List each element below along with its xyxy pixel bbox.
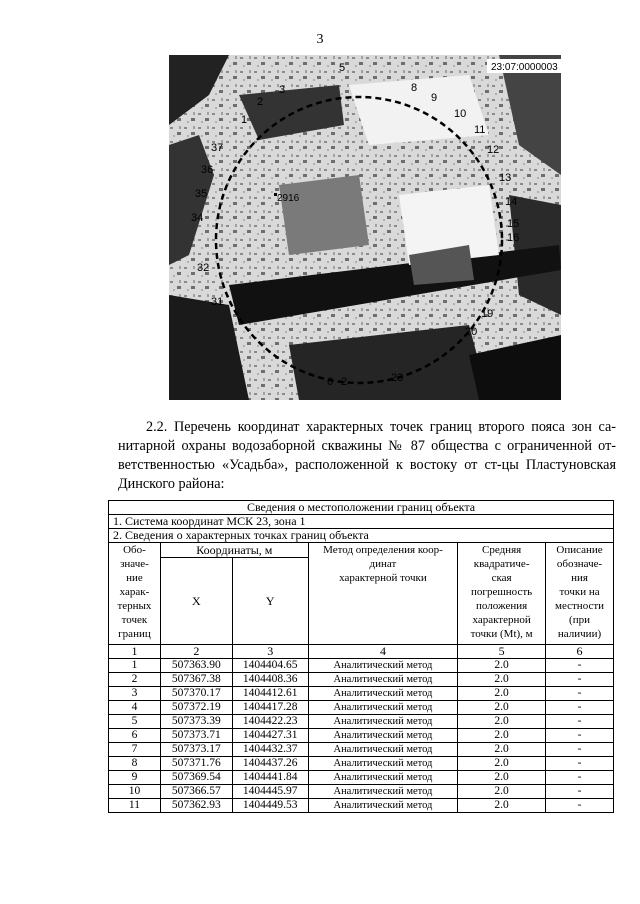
y-value: 1404412.61 (232, 687, 308, 701)
header-error: Средняя квадратиче- ская погрешность положения характерной точки (Mt), м (458, 543, 546, 645)
method-value: Аналитический метод (308, 757, 458, 771)
x-value: 507371.76 (160, 757, 232, 771)
method-value: Аналитический метод (308, 771, 458, 785)
error-value: 2.0 (458, 673, 546, 687)
y-value: 1404449.53 (232, 799, 308, 813)
point-label: 36 (201, 164, 214, 176)
point-number: 9 (109, 771, 161, 785)
method-value: Аналитический метод (308, 785, 458, 799)
error-value: 2.0 (458, 659, 546, 673)
error-value: 2.0 (458, 743, 546, 757)
description-value: - (546, 673, 614, 687)
point-label: 35 (195, 188, 208, 200)
y-value: 1404404.65 (232, 659, 308, 673)
paragraph-line: 2.2. Перечень координат характерных точек границ второго пояса зон са- (146, 419, 616, 435)
error-value: 2.0 (458, 701, 546, 715)
table-body (109, 659, 614, 813)
header-coordinates: Координаты, м (160, 543, 308, 558)
x-value: 507373.17 (160, 743, 232, 757)
point-label: 23 (391, 372, 404, 384)
point-label: 31 (211, 296, 224, 308)
x-value: 507362.93 (160, 799, 232, 813)
description-value: - (546, 715, 614, 729)
point-number: 5 (109, 715, 161, 729)
method-value: Аналитический метод (308, 673, 458, 687)
table-row (109, 715, 614, 729)
header-y: Y (232, 558, 308, 645)
error-value: 2.0 (458, 771, 546, 785)
method-value: Аналитический метод (308, 701, 458, 715)
column-number: 4 (308, 645, 458, 659)
point-number: 2 (109, 673, 161, 687)
point-label: 13 (499, 172, 512, 184)
y-value: 1404441.84 (232, 771, 308, 785)
description-value: - (546, 687, 614, 701)
table-row (109, 799, 614, 813)
aerial-map-image (169, 55, 561, 400)
paragraph-line: Динского района: (118, 476, 225, 492)
point-label: 19 (481, 308, 494, 320)
method-value: Аналитический метод (308, 659, 458, 673)
point-number: 3 (109, 687, 161, 701)
table-row (109, 673, 614, 687)
table-row (109, 757, 614, 771)
point-number: 8 (109, 757, 161, 771)
point-label: 20 (465, 326, 478, 338)
method-value: Аналитический метод (308, 799, 458, 813)
x-value: 507370.17 (160, 687, 232, 701)
header-description: Описание обозначе- ния точки на местности (при наличии) (546, 543, 614, 645)
header-x: X (160, 558, 232, 645)
well-label: 2916 (277, 193, 300, 204)
point-label: 12 (487, 144, 500, 156)
point-label: 14 (505, 196, 518, 208)
point-label: 34 (191, 212, 204, 224)
x-value: 507372.19 (160, 701, 232, 715)
table-banner: Сведения о местоположении границ объекта (109, 501, 614, 515)
point-number: 4 (109, 701, 161, 715)
description-value: - (546, 757, 614, 771)
table-row (109, 659, 614, 673)
description-value: - (546, 785, 614, 799)
description-value: - (546, 799, 614, 813)
y-value: 1404427.31 (232, 729, 308, 743)
column-number: 6 (546, 645, 614, 659)
x-value: 507369.54 (160, 771, 232, 785)
point-number: 7 (109, 743, 161, 757)
x-value: 507366.57 (160, 785, 232, 799)
point-label: 15 (507, 218, 520, 230)
header-designation: Обо- значе- ние харак- терных точек границ (109, 543, 161, 645)
coordinates-table (108, 500, 614, 813)
description-value: - (546, 701, 614, 715)
point-label: 8 (411, 82, 418, 94)
point-label: 10 (454, 108, 467, 120)
cadastral-stamp: 23:07:0000003 (491, 62, 558, 73)
point-label: 6 (327, 376, 334, 388)
point-label: 5 (339, 62, 346, 74)
method-value: Аналитический метод (308, 687, 458, 701)
point-label: 2 (257, 96, 264, 108)
header-method: Метод определения коор- динат характерной точки (308, 543, 458, 645)
point-label: 3 (279, 84, 286, 96)
error-value: 2.0 (458, 715, 546, 729)
description-value: - (546, 771, 614, 785)
method-value: Аналитический метод (308, 729, 458, 743)
table-row (109, 687, 614, 701)
coordinate-system-row: 1. Система координат МСК 23, зона 1 (109, 515, 614, 529)
point-number: 1 (109, 659, 161, 673)
table-row (109, 701, 614, 715)
point-label: 37 (211, 142, 224, 154)
table-row (109, 785, 614, 799)
x-value: 507363.90 (160, 659, 232, 673)
point-label: 2 (341, 376, 348, 388)
table-row (109, 729, 614, 743)
method-value: Аналитический метод (308, 743, 458, 757)
point-label: 16 (507, 232, 520, 244)
table-row (109, 771, 614, 785)
error-value: 2.0 (458, 799, 546, 813)
x-value: 507373.39 (160, 715, 232, 729)
section-paragraph (118, 418, 616, 494)
y-value: 1404432.37 (232, 743, 308, 757)
map-svg (169, 55, 561, 400)
y-value: 1404417.28 (232, 701, 308, 715)
point-label: 11 (474, 124, 486, 136)
column-number: 2 (160, 645, 232, 659)
column-number: 1 (109, 645, 161, 659)
description-value: - (546, 729, 614, 743)
x-value: 507373.71 (160, 729, 232, 743)
error-value: 2.0 (458, 687, 546, 701)
description-value: - (546, 743, 614, 757)
y-value: 1404445.97 (232, 785, 308, 799)
point-number: 11 (109, 799, 161, 813)
error-value: 2.0 (458, 729, 546, 743)
error-value: 2.0 (458, 757, 546, 771)
well-marker (274, 193, 277, 196)
point-label: 32 (197, 262, 210, 274)
column-number: 3 (232, 645, 308, 659)
paragraph-line: ветственностью «Усадьба», расположенной к востоку от ст-цы Пластуновская (118, 457, 616, 473)
point-label: 9 (431, 92, 438, 104)
point-number: 10 (109, 785, 161, 799)
point-number: 6 (109, 729, 161, 743)
y-value: 1404437.26 (232, 757, 308, 771)
table-row (109, 743, 614, 757)
column-number: 5 (458, 645, 546, 659)
section-row: 2. Сведения о характерных точках границ объекта (109, 529, 614, 543)
point-label: 1 (241, 114, 248, 126)
description-value: - (546, 659, 614, 673)
page-number: 3 (316, 32, 324, 47)
y-value: 1404408.36 (232, 673, 308, 687)
x-value: 507367.38 (160, 673, 232, 687)
method-value: Аналитический метод (308, 715, 458, 729)
paragraph-line: нитарной охраны водозаборной скважины № 87 общества с ограниченной от- (118, 438, 616, 454)
error-value: 2.0 (458, 785, 546, 799)
y-value: 1404422.23 (232, 715, 308, 729)
